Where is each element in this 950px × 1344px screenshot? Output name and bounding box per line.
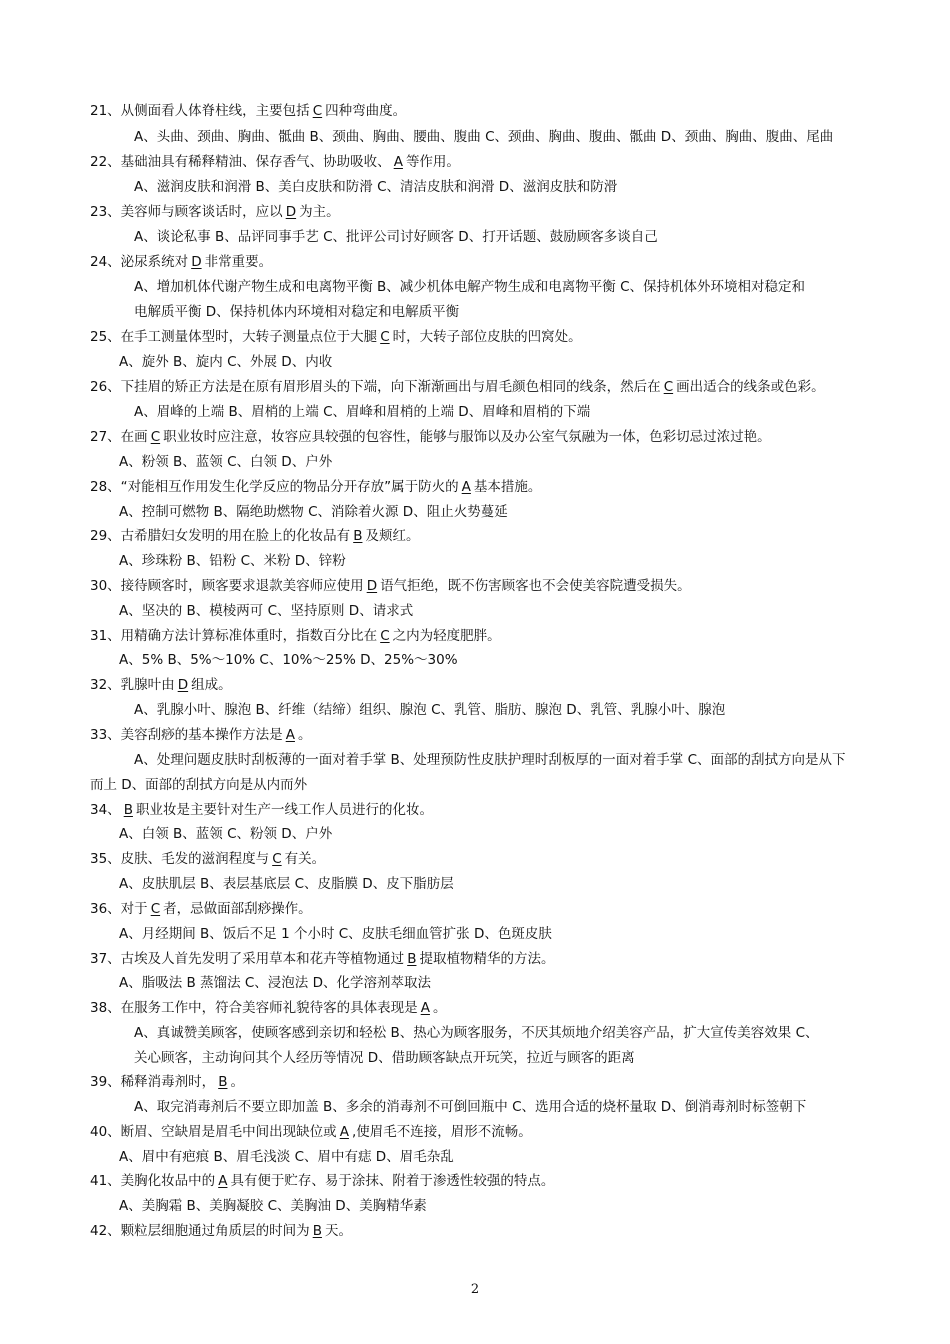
question-text-tail: 职业妆时应注意，妆容应具较强的包容性，能够与服饰以及办公室气氛融为一体，色彩切忌过浓过艳。 [163,429,771,445]
question-stem [90,801,433,819]
answer-options: A、真诚赞美顾客，使顾客感到亲切和轻松 B、热心为顾客服务，不厌其烦地介绍美容产品，扩大宣传美容效果 C、 [134,1025,819,1041]
answer-options: A、5% B、5%～10% C、10%～25% D、25%～30% [119,652,458,668]
answer-options: A、美胸霜 B、美胸凝胶 C、美胸油 D、美胸精华素 [119,1198,427,1214]
question-text: 35、皮肤、毛发的滋润程度与 [90,851,270,867]
answer-blank: A [218,1173,228,1189]
answer-blank: B [218,1074,228,1090]
question-text-tail: 时，大转子部位皮肤的凹窝处。 [392,329,582,345]
question-stem [90,253,272,271]
question-text: 37、古埃及人首先发明了采用草本和花卉等植物通过 [90,951,405,967]
question-stem [90,850,325,868]
question-text: 31、用精确方法计算标准体重时，指数百分比在 [90,628,378,644]
question-stem [90,950,554,968]
answer-blank: A [339,1124,349,1140]
question-stem [90,428,771,446]
question-text-tail: 语气拒绝，既不伤害顾客也不会使美容院遭受损失。 [380,578,691,594]
question-stem [90,203,340,221]
question-text: 22、基础油具有稀释精油、保存香气、协助吸收、 [90,154,391,170]
question-stem [90,1123,532,1141]
answer-blank: C [312,103,323,119]
answer-blank: B [123,802,133,818]
question-text-tail: 提取植物精华的方法。 [419,951,555,967]
answer-options: A、月经期间 B、饭后不足 1 个小时 C、皮肤毛细血管扩张 D、色斑皮肤 [119,926,552,942]
question-text-tail: 有关。 [284,851,326,867]
answer-options: A、脂吸法 B 蒸馏法 C、浸泡法 D、化学溶剂萃取法 [119,975,431,991]
question-stem [90,527,419,545]
question-text: 23、美容师与顾客谈话时，应以 [90,204,283,220]
answer-options: A、滋润皮肤和润滑 B、美白皮肤和防滑 C、清洁皮肤和润滑 D、滋润皮肤和防滑 [134,179,618,195]
question-stem [90,153,460,171]
answer-options: A、旋外 B、旋内 C、外展 D、内收 [119,354,333,370]
answer-blank: A [393,154,403,170]
question-text: 26、下挂眉的矫正方法是在原有眉形眉头的下端，向下渐渐画出与眉毛颜色相同的线条，然后在 [90,379,661,395]
question-stem [90,627,501,645]
question-text-tail: 职业妆是主要针对生产一线工作人员进行的化妆。 [135,802,433,818]
answer-options: 电解质平衡 D、保持机体内环境相对稳定和电解质平衡 [134,304,460,320]
question-stem [90,478,541,496]
question-text: 27、在画 [90,429,148,445]
question-text-tail: 四种弯曲度。 [325,103,407,119]
answer-blank: C [380,628,390,644]
question-text: 32、乳腺叶由 [90,677,175,693]
answer-blank: A [461,479,471,495]
answer-blank: B [353,528,363,544]
question-text-tail: 之内为轻度肥胖。 [392,628,501,644]
question-text-tail: ,使眉毛不连接，眉形不流畅。 [351,1124,532,1140]
question-stem [90,577,691,595]
answer-blank: A [420,1000,430,1016]
question-text: 28、“对能相互作用发生化学反应的物品分开存放”属于防火的 [90,479,459,495]
question-stem [90,726,311,744]
answer-options: A、乳腺小叶、腺泡 B、纤维（结缔）组织、腺泡 C、乳管、脂肪、腺泡 D、乳管、乳腺小叶、腺泡 [134,702,726,718]
answer-blank: C [150,901,161,917]
answer-options: A、头曲、颈曲、胸曲、骶曲 B、颈曲、胸曲、腰曲、腹曲 C、颈曲、胸曲、腹曲、骶曲 D、颈曲、胸曲、腹曲、尾曲 [134,129,834,145]
answer-options: 关心顾客，主动询问其个人经历等情况 D、借助顾客缺点开玩笑，拉近与顾客的距离 [134,1050,635,1066]
question-text: 25、在手工测量体型时，大转子测量点位于大腿 [90,329,378,345]
question-text-tail: 基本措施。 [473,479,542,495]
question-text-tail: 。 [432,1000,447,1016]
answer-blank: C [150,429,161,445]
answer-blank: B [312,1223,322,1239]
question-stem [90,1172,554,1190]
question-text-tail: 天。 [324,1223,352,1239]
question-text-tail: 。 [297,727,312,743]
answer-blank: D [191,254,202,270]
answer-options: A、增加机体代谢产物生成和电离物平衡 B、减少机体电解产物生成和电离物平衡 C、保持机体外环境相对稳定和 [134,279,806,295]
question-text-tail: 。 [230,1074,244,1090]
question-text: 21、从侧面看人体脊柱线，主要包括 [90,103,310,119]
answer-options: A、控制可燃物 B、隔绝助燃物 C、消除着火源 D、阻止火势蔓延 [119,504,508,520]
question-text: 29、古希腊妇女发明的用在脸上的化妆品有 [90,528,351,544]
answer-blank: C [380,329,390,345]
question-text-tail: 者，忌做面部刮痧操作。 [163,901,312,917]
answer-blank: D [366,578,378,594]
answer-options: 而上 D、面部的刮拭方向是从内而外 [90,777,308,793]
question-text-tail: 非常重要。 [204,254,273,270]
question-text-tail: 组成。 [191,677,232,693]
question-stem [90,328,582,346]
question-text: 30、接待顾客时，顾客要求退款美容师应使用 [90,578,364,594]
question-text: 34、 [90,802,121,818]
question-text: 24、泌尿系统对 [90,254,189,270]
question-text-tail: 为主。 [299,204,340,220]
question-text: 36、对于 [90,901,148,917]
answer-options: A、眉峰的上端 B、眉梢的上端 C、眉峰和眉梢的上端 D、眉峰和眉梢的下端 [134,404,591,420]
answer-options: A、眉中有疤痕 B、眉毛浅淡 C、眉中有痣 D、眉毛杂乱 [119,1149,454,1165]
answer-options: A、取完消毒剂后不要立即加盖 B、多余的消毒剂不可倒回瓶中 C、选用合适的烧杯量取 D、倒消毒剂时标签朝下 [134,1099,807,1115]
question-text: 33、美容刮痧的基本操作方法是 [90,727,283,743]
answer-blank: A [285,727,295,743]
question-text-tail: 画出适合的线条或色彩。 [676,379,825,395]
question-text: 41、美胸化妆品中的 [90,1173,216,1189]
question-text-tail: 等作用。 [405,154,460,170]
answer-blank: C [663,379,674,395]
answer-options: A、处理问题皮肤时刮板薄的一面对着手掌 B、处理预防性皮肤护理时刮板厚的一面对着手掌 C、面部的刮拭方向是从下 [134,752,846,768]
answer-options: A、谈论私事 B、品评同事手艺 C、批评公司讨好顾客 D、打开话题、鼓励顾客多谈自己 [134,229,658,245]
question-stem [90,1222,352,1240]
answer-blank: D [285,204,297,220]
question-stem [90,676,232,694]
answer-blank: D [177,677,189,693]
question-stem [90,378,825,396]
question-stem [90,900,312,918]
answer-options: A、粉领 B、蓝领 C、白领 D、户外 [119,454,333,470]
question-text: 42、颗粒层细胞通过角质层的时间为 [90,1223,310,1239]
question-text: 39、稀释消毒剂时， [90,1074,216,1090]
page-number: 2 [470,1282,480,1297]
answer-options: A、白领 B、蓝领 C、粉领 D、户外 [119,826,333,842]
question-stem [90,102,406,120]
question-stem [90,1073,244,1091]
question-text-tail: 及颊红。 [365,528,420,544]
answer-options: A、珍珠粉 B、铅粉 C、米粉 D、锌粉 [119,553,346,569]
question-text: 38、在服务工作中，符合美容师礼貌待客的具体表现是 [90,1000,418,1016]
question-stem [90,999,446,1017]
answer-options: A、坚决的 B、模棱两可 C、坚持原则 D、请求式 [119,603,414,619]
answer-blank: B [407,951,417,967]
question-text-tail: 具有便于贮存、易于涂抹、附着于渗透性较强的特点。 [230,1173,555,1189]
answer-options: A、皮肤肌层 B、表层基底层 C、皮脂膜 D、皮下脂肪层 [119,876,454,892]
answer-blank: C [272,851,282,867]
question-text: 40、断眉、空缺眉是眉毛中间出现缺位或 [90,1124,337,1140]
